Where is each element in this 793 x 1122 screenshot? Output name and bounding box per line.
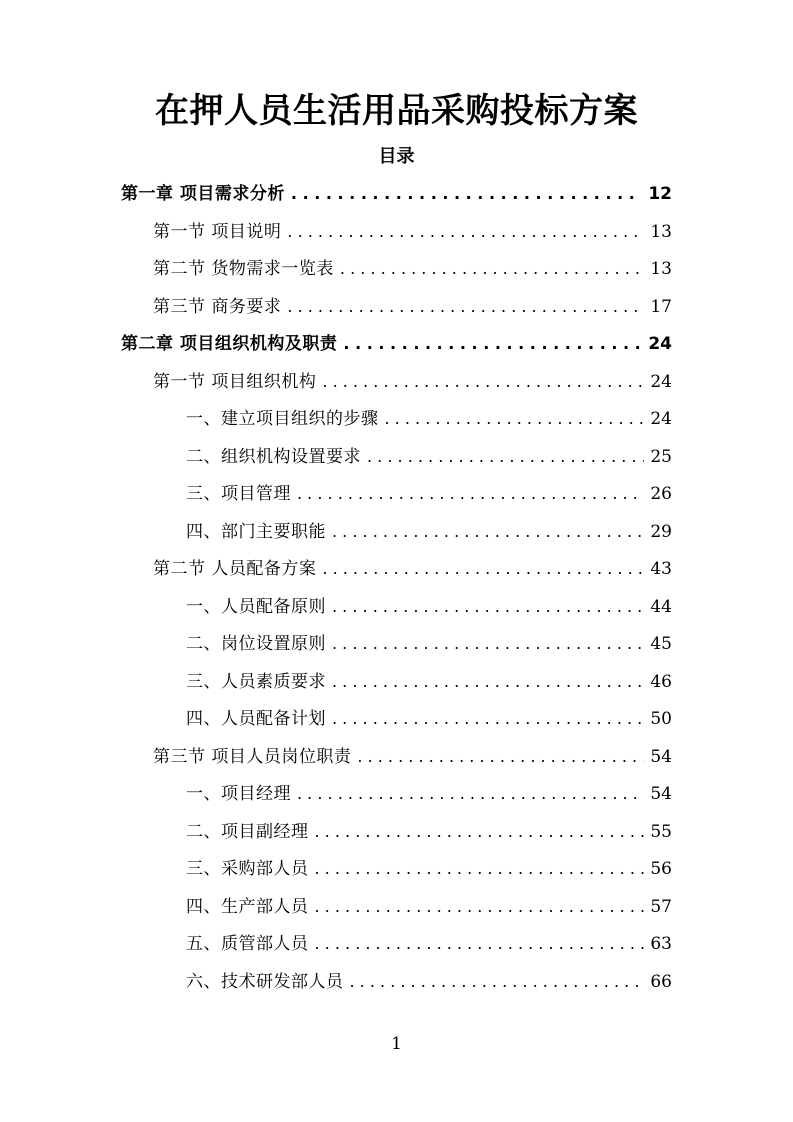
toc-entry[interactable] <box>153 550 672 580</box>
toc-dot-leader <box>357 746 644 768</box>
page-number: 1 <box>391 1034 402 1054</box>
toc-entry[interactable] <box>186 925 672 955</box>
toc-entry[interactable] <box>153 213 672 243</box>
toc-dot-leader <box>291 183 642 205</box>
toc-dot-leader <box>287 296 644 318</box>
toc-dot-leader <box>322 371 644 393</box>
toc-entry-page: 29 <box>650 521 672 542</box>
toc-dot-leader <box>332 633 644 655</box>
toc-entry-page: 24 <box>650 409 672 429</box>
toc-entry-page: 54 <box>650 746 672 767</box>
toc-entry[interactable] <box>153 250 672 280</box>
toc-entry-page: 24 <box>650 371 672 392</box>
toc-entry-title: 三、人员素质要求 <box>186 671 326 692</box>
toc-entry[interactable] <box>153 288 672 318</box>
toc-entry[interactable] <box>186 850 672 880</box>
toc-entry-title: 二、岗位设置原则 <box>186 634 326 654</box>
toc-entry-title: 四、生产部人员 <box>186 896 309 917</box>
toc-dot-leader <box>332 521 644 543</box>
toc-entry-title: 第一节 项目组织机构 <box>153 371 317 392</box>
toc-entry-page: 50 <box>650 709 672 729</box>
toc-entry-page: 17 <box>650 296 672 317</box>
toc-entry-title: 第二章 项目组织机构及职责 <box>121 334 338 354</box>
toc-entry[interactable] <box>153 363 672 393</box>
toc-entry-title: 第二节 人员配备方案 <box>153 559 317 579</box>
toc-dot-leader <box>315 896 645 918</box>
toc-entry-title: 第三节 项目人员岗位职责 <box>153 746 352 767</box>
toc-dot-leader <box>297 483 644 505</box>
toc-dot-leader <box>332 671 644 693</box>
toc-entry-page: 12 <box>648 184 672 204</box>
toc-entry[interactable] <box>186 438 672 468</box>
toc-entry-page: 26 <box>650 484 672 504</box>
toc-dot-leader <box>385 408 645 430</box>
toc-entry-title: 二、项目副经理 <box>186 821 309 842</box>
toc-entry-title: 六、技术研发部人员 <box>186 971 344 992</box>
toc-entry-page: 43 <box>650 559 672 579</box>
toc-dot-leader <box>332 596 644 618</box>
toc-dot-leader <box>297 783 644 805</box>
toc-entry-page: 45 <box>650 634 672 654</box>
toc-dot-leader <box>343 333 642 355</box>
toc-dot-leader <box>367 446 644 468</box>
toc-entry-title: 三、采购部人员 <box>186 859 309 879</box>
toc-entry[interactable] <box>186 963 672 993</box>
toc-entry-page: 54 <box>650 784 672 804</box>
toc-entry-title: 四、部门主要职能 <box>186 521 326 542</box>
toc-entry[interactable] <box>186 700 672 730</box>
toc-dot-leader <box>322 558 644 580</box>
toc-entry-title: 三、项目管理 <box>186 484 291 504</box>
toc-entry-title: 一、人员配备原则 <box>186 596 326 617</box>
toc-entry-title: 第一节 项目说明 <box>153 221 282 242</box>
toc-dot-leader <box>315 933 645 955</box>
toc-entry-page: 44 <box>650 596 672 617</box>
toc-entry-title: 第一章 项目需求分析 <box>121 184 285 204</box>
toc-entry[interactable] <box>186 400 672 430</box>
toc-entry-page: 46 <box>650 671 672 692</box>
toc-entry[interactable] <box>121 325 672 355</box>
toc-entry-page: 63 <box>650 934 672 954</box>
toc-entry-title: 一、建立项目组织的步骤 <box>186 409 379 429</box>
toc-entry[interactable] <box>186 663 672 693</box>
toc-entry-page: 25 <box>650 446 672 467</box>
toc-heading: 目录 <box>378 146 415 167</box>
toc-dot-leader <box>340 258 644 280</box>
toc-entry-page: 57 <box>650 896 672 917</box>
toc-entry[interactable] <box>186 588 672 618</box>
document-title: 在押人员生活用品采购投标方案 <box>155 91 638 131</box>
toc-entry-page: 13 <box>650 259 672 279</box>
toc-entry-page: 24 <box>648 334 672 354</box>
toc-dot-leader <box>287 221 644 243</box>
toc-entry[interactable] <box>153 738 672 768</box>
toc-entry-title: 第三节 商务要求 <box>153 296 282 317</box>
toc-entry-title: 五、质管部人员 <box>186 934 309 954</box>
toc-entry[interactable] <box>186 775 672 805</box>
toc-entry-page: 55 <box>650 821 672 842</box>
toc-entry[interactable] <box>186 813 672 843</box>
toc-entry-page: 56 <box>650 859 672 879</box>
toc-entry-page: 66 <box>650 971 672 992</box>
toc-dot-leader <box>332 708 644 730</box>
toc-entry[interactable] <box>186 475 672 505</box>
toc-entry-title: 四、人员配备计划 <box>186 709 326 729</box>
toc-entry[interactable] <box>186 888 672 918</box>
toc-dot-leader <box>350 971 645 993</box>
toc-entry-title: 第二节 货物需求一览表 <box>153 259 334 279</box>
toc-entry-page: 13 <box>650 221 672 242</box>
toc-entry-title: 二、组织机构设置要求 <box>186 446 361 467</box>
toc-entry[interactable] <box>186 625 672 655</box>
toc-entry[interactable] <box>121 175 672 205</box>
toc-dot-leader <box>315 821 645 843</box>
toc-entry[interactable] <box>186 513 672 543</box>
toc-dot-leader <box>315 858 645 880</box>
toc-entry-title: 一、项目经理 <box>186 784 291 804</box>
